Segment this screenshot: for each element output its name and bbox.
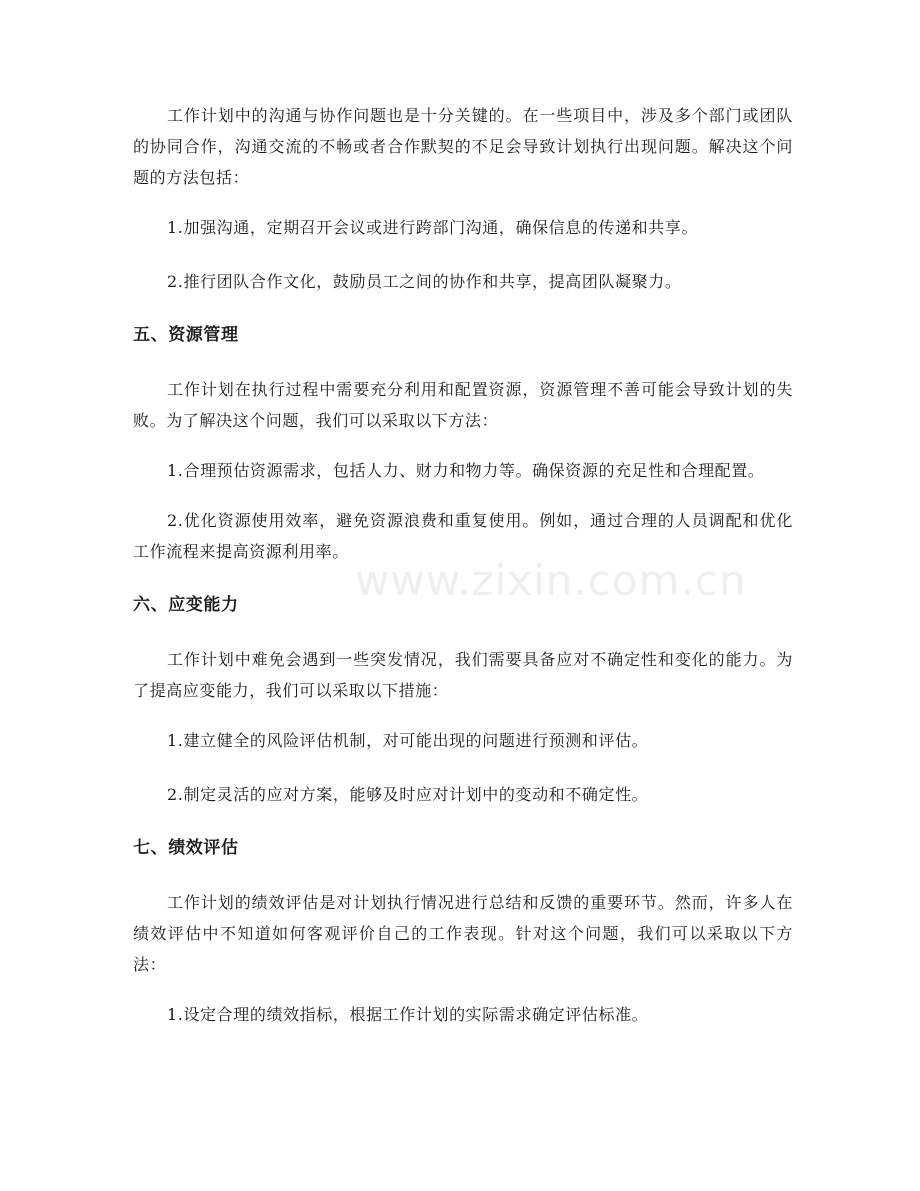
section-heading-adaptability: 六、应变能力: [133, 595, 239, 615]
section-heading-resource-management: 五、资源管理: [133, 325, 239, 345]
section-heading-performance-evaluation: 七、绩效评估: [133, 838, 239, 858]
document-page: [133, 100, 793, 1030]
list-item-adaptability-1: 1.建立健全的风险评估机制，对可能出现的问题进行预测和评估。: [167, 731, 649, 750]
list-item-adaptability-2: 2.制定灵活的应对方案，能够及时应对计划中的变动和不确定性。: [167, 785, 649, 804]
list-item-communication-1: 1.加强沟通，定期召开会议或进行跨部门沟通，确保信息的传递和共享。: [167, 218, 699, 237]
paragraph-performance-intro: 工作计划的绩效评估是对计划执行情况进行总结和反馈的重要环节。然而，许多人在绩效评估中不知道如何客观评价自己的工作表现。针对这个问题，我们可以采取以下方法：: [133, 893, 793, 974]
paragraph-communication-intro: 工作计划中的沟通与协作问题也是十分关键的。在一些项目中，涉及多个部门或团队的协同合作，沟通交流的不畅或者合作默契的不足会导致计划执行出现问题。解决这个问题的方法包括：: [133, 106, 793, 187]
watermark-text: www.zixin.com.cn: [355, 556, 747, 605]
list-item-resource-2: 2.优化资源使用效率，避免资源浪费和重复使用。例如，通过合理的人员调配和优化工作流程来提高资源利用率。: [133, 511, 793, 561]
paragraph-adaptability-intro: 工作计划中难免会遇到一些突发情况，我们需要具备应对不确定性和变化的能力。为了提高应变能力，我们可以采取以下措施：: [133, 650, 793, 700]
list-item-communication-2: 2.推行团队合作文化，鼓励员工之间的协作和共享，提高团队凝聚力。: [167, 272, 682, 291]
paragraph-resource-intro: 工作计划在执行过程中需要充分利用和配置资源，资源管理不善可能会导致计划的失败。为了解决这个问题，我们可以采取以下方法：: [133, 380, 793, 430]
list-item-resource-1: 1.合理预估资源需求，包括人力、财力和物力等。确保资源的充足性和合理配置。: [167, 461, 765, 480]
list-item-performance-1: 1.设定合理的绩效指标，根据工作计划的实际需求确定评估标准。: [167, 1005, 649, 1024]
